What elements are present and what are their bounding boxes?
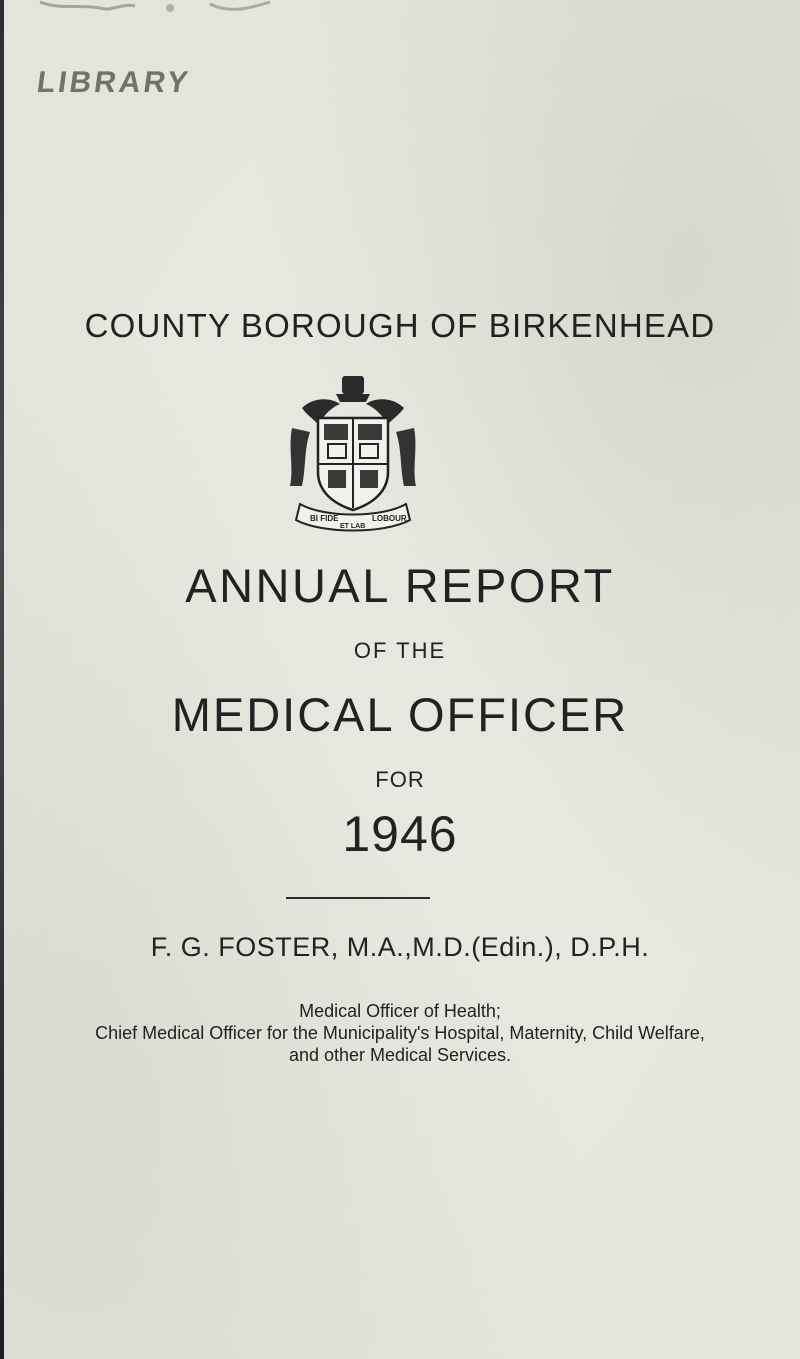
top-smudge-marks [0,0,300,30]
divider-rule [286,897,430,899]
author-role-line-2: Chief Medical Officer for the Municipality's Hospital, Maternity, Child Welfare, [95,1023,705,1043]
svg-text:LOBOUR: LOBOUR [372,514,407,523]
title-for: FOR [375,767,425,792]
county-heading: COUNTY BOROUGH OF BIRKENHEAD [84,307,716,344]
title-of-the: OF THE [353,638,447,663]
page-edge-shadow [0,0,4,1359]
coat-of-arms-icon [284,368,422,540]
report-year: 1946 [342,806,458,862]
svg-text:ET LAB: ET LAB [340,523,366,530]
author-name: F. G. FOSTER, M.A.,M.D.(Edin.), D.P.H. [150,932,650,962]
library-stamp: LIBRARY [34,66,193,99]
author-role-line-3: and other Medical Services. [288,1045,512,1065]
title-annual-report: ANNUAL REPORT [185,559,615,612]
author-role-line-1: Medical Officer of Health; [299,1001,501,1021]
svg-text:BI FIDE: BI FIDE [310,514,339,523]
title-medical-officer: MEDICAL OFFICER [171,688,629,741]
